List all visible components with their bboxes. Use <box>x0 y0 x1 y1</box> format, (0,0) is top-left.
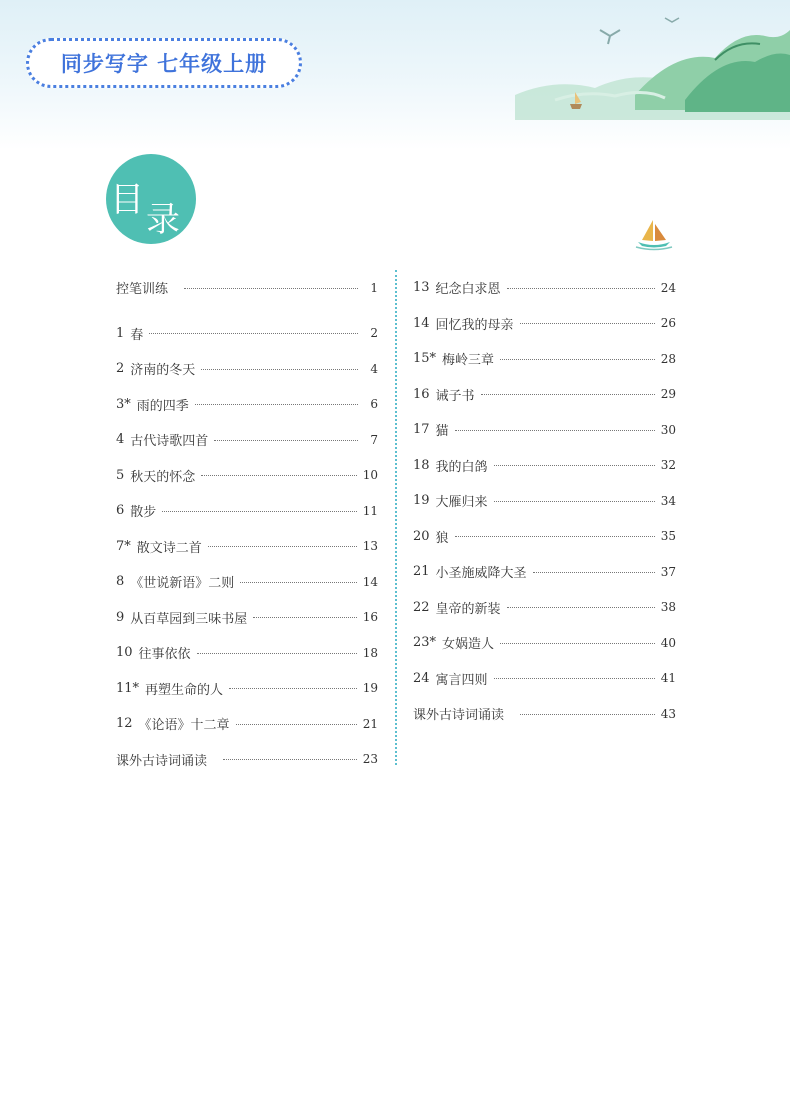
toc-entry-number: 15* <box>413 351 437 367</box>
dot-leader <box>201 368 358 370</box>
toc-entry-page: 24 <box>660 280 676 295</box>
sailboat-icon <box>634 216 674 252</box>
toc-entry-page: 1 <box>370 280 378 295</box>
toc-entry-title: 皇帝的新装 <box>435 601 501 617</box>
spacer <box>116 306 378 316</box>
toc-entry[interactable] <box>116 316 378 352</box>
toc-entry[interactable] <box>413 554 676 590</box>
toc-entry-title: 雨的四季 <box>136 398 189 414</box>
toc-entry[interactable] <box>116 351 378 387</box>
toc-entry-title: 梅岭三章 <box>442 353 495 369</box>
toc-entry[interactable] <box>116 422 378 458</box>
toc-entry-title: 往事依依 <box>138 647 191 663</box>
toc-entry-page: 43 <box>660 706 676 721</box>
dot-leader <box>455 535 655 537</box>
toc-entry-number: 23* <box>413 635 437 651</box>
toc-entry[interactable] <box>413 377 676 413</box>
toc-entry-title: 回忆我的母亲 <box>435 317 514 333</box>
toc-entry[interactable] <box>413 483 676 519</box>
toc-entry[interactable] <box>413 448 676 484</box>
toc-entry-title: 再塑生命的人 <box>145 682 224 698</box>
toc-entry[interactable] <box>413 412 676 448</box>
toc-entry-page: 34 <box>660 493 676 508</box>
toc-entry-page: 11 <box>362 503 378 518</box>
toc-entry-title: 散文诗二首 <box>136 540 202 556</box>
toc-entry-page: 37 <box>660 564 676 579</box>
toc-entry-number: 4 <box>116 432 125 448</box>
toc-entry[interactable] <box>413 696 676 732</box>
dot-leader <box>520 322 655 324</box>
toc-entry[interactable] <box>116 671 378 707</box>
toc-entry-page: 2 <box>370 326 378 341</box>
toc-entry-page: 19 <box>362 681 378 696</box>
dot-leader <box>208 545 357 547</box>
toc-entry[interactable] <box>413 519 676 555</box>
dot-leader <box>236 723 357 725</box>
dot-leader <box>184 287 358 289</box>
toc-entry-number: 6 <box>116 503 125 519</box>
toc-entry-title: 我的白鸽 <box>435 459 488 475</box>
toc-heading-char-2: 录 <box>146 200 180 240</box>
toc-entry-page: 26 <box>660 316 676 331</box>
toc-entry-number: 19 <box>413 493 430 509</box>
dot-leader <box>455 429 655 431</box>
toc-entry-number: 13 <box>413 280 430 296</box>
toc-entry-number: 2 <box>116 361 125 377</box>
toc-entry-number: 7* <box>116 538 131 554</box>
toc-entry-title: 纪念白求恩 <box>435 282 501 298</box>
toc-entry-page: 13 <box>362 539 378 554</box>
dot-leader <box>195 403 358 405</box>
dot-leader <box>494 464 655 466</box>
dot-leader <box>520 713 655 715</box>
toc-entry-title: 《世说新语》二则 <box>130 576 235 592</box>
toc-entry-title: 散步 <box>130 505 157 521</box>
toc-entry-number: 12 <box>116 716 133 732</box>
toc-entry-number: 8 <box>116 574 125 590</box>
toc-entry-number: 11* <box>116 680 140 696</box>
toc-entry[interactable] <box>413 625 676 661</box>
dot-leader <box>507 287 655 289</box>
toc-entry[interactable] <box>116 635 378 671</box>
dot-leader <box>533 571 655 573</box>
toc-entry[interactable] <box>116 600 378 636</box>
dot-leader <box>162 510 356 512</box>
toc-entry[interactable] <box>116 387 378 423</box>
toc-entry-page: 23 <box>362 752 378 767</box>
toc-entry-number: 9 <box>116 609 125 625</box>
toc-entry[interactable] <box>116 493 378 529</box>
toc-entry[interactable] <box>413 661 676 697</box>
toc-right-column <box>413 270 676 732</box>
toc-entry-title: 春 <box>130 327 144 343</box>
dot-leader <box>494 500 655 502</box>
toc-entry-title: 控笔训练 <box>116 282 169 298</box>
column-divider <box>395 270 397 765</box>
toc-entry[interactable] <box>116 529 378 565</box>
toc-entry-page: 16 <box>362 610 378 625</box>
toc-entry-number: 24 <box>413 670 430 686</box>
toc-entry-title: 秋天的怀念 <box>130 469 196 485</box>
toc-entry-page: 35 <box>660 529 676 544</box>
dot-leader <box>494 677 655 679</box>
toc-entry-title: 课外古诗词诵读 <box>413 708 505 724</box>
toc-entry-number: 1 <box>116 325 125 341</box>
toc-entry-page: 30 <box>660 422 676 437</box>
toc-heading-circle <box>106 154 196 244</box>
toc-entry-page: 41 <box>660 671 676 686</box>
toc-entry-title: 猫 <box>435 424 449 440</box>
toc-entry-page: 28 <box>660 351 676 366</box>
toc-heading-char-1: 目 <box>110 180 144 220</box>
dot-leader <box>149 332 358 334</box>
toc-entry-title: 女娲造人 <box>442 637 495 653</box>
toc-entry-number: 14 <box>413 315 430 331</box>
dot-leader <box>201 474 356 476</box>
toc-entry[interactable] <box>116 742 378 778</box>
dot-leader <box>214 439 358 441</box>
dot-leader <box>500 642 655 644</box>
dot-leader <box>507 606 655 608</box>
toc-entry-page: 6 <box>370 397 378 412</box>
book-title-badge <box>26 38 302 88</box>
dot-leader <box>223 758 357 760</box>
toc-entry-number: 16 <box>413 386 430 402</box>
toc-entry-title: 课外古诗词诵读 <box>116 753 208 769</box>
toc-entry-number: 10 <box>116 645 133 661</box>
toc-entry-page: 4 <box>370 361 378 376</box>
toc-entry[interactable] <box>116 270 378 306</box>
toc-entry-number: 17 <box>413 422 430 438</box>
toc-entry-title: 《论语》十二章 <box>138 718 230 734</box>
toc-left-column <box>116 270 378 777</box>
toc-entry-title: 济南的冬天 <box>130 363 196 379</box>
dot-leader <box>253 616 356 618</box>
toc-entry-page: 7 <box>370 432 378 447</box>
toc-entry-page: 10 <box>362 468 378 483</box>
toc-entry[interactable] <box>116 706 378 742</box>
toc-entry-page: 29 <box>660 387 676 402</box>
toc-entry[interactable] <box>413 590 676 626</box>
toc-entry-title: 古代诗歌四首 <box>130 434 209 450</box>
toc-entry[interactable] <box>413 341 676 377</box>
toc-entry-title: 狼 <box>435 530 449 546</box>
dot-leader <box>500 358 655 360</box>
toc-entry-number: 5 <box>116 467 125 483</box>
toc-entry-page: 32 <box>660 458 676 473</box>
toc-entry-title: 寓言四则 <box>435 672 488 688</box>
toc-entry-page: 18 <box>362 645 378 660</box>
book-title: 同步写字 七年级上册 <box>60 52 268 76</box>
landscape-illustration <box>515 0 790 120</box>
toc-entry-page: 14 <box>362 574 378 589</box>
dot-leader <box>197 652 357 654</box>
toc-entry-number: 20 <box>413 528 430 544</box>
toc-entry-number: 3* <box>116 396 131 412</box>
toc-entry[interactable] <box>116 458 378 494</box>
toc-entry-title: 小圣施威降大圣 <box>435 566 527 582</box>
toc-entry-page: 21 <box>362 716 378 731</box>
toc-entry-title: 诫子书 <box>435 388 475 404</box>
dot-leader <box>229 687 357 689</box>
dot-leader <box>240 581 356 583</box>
toc-entry-title: 大雁归来 <box>435 495 488 511</box>
toc-entry[interactable] <box>413 270 676 306</box>
toc-entry-number: 22 <box>413 599 430 615</box>
dot-leader <box>481 393 655 395</box>
toc-entry-number: 21 <box>413 564 430 580</box>
toc-entry[interactable] <box>413 306 676 342</box>
toc-entry-title: 从百草园到三味书屋 <box>130 611 248 627</box>
toc-entry-number: 18 <box>413 457 430 473</box>
toc-entry[interactable] <box>116 564 378 600</box>
toc-entry-page: 38 <box>660 600 676 615</box>
toc-entry-page: 40 <box>660 635 676 650</box>
